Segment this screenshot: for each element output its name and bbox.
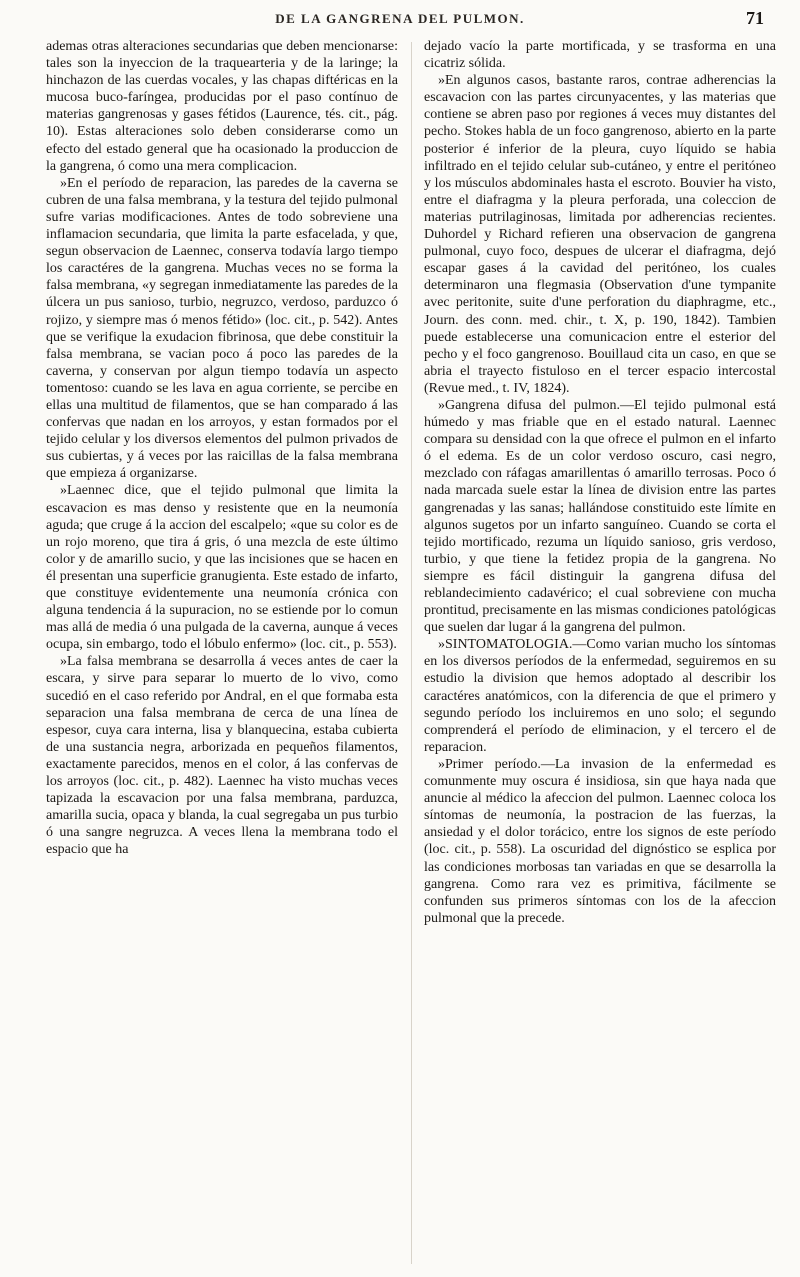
page-number: 71 xyxy=(746,8,764,28)
paragraph: »La falsa membrana se desarrolla á veces antes de caer la escara, y sirve para separar lo muerto de lo vivo, como sucedió en el caso referido por Andral, en el que formaba esta separacion una falsa membrana de cerca de una línea de espesor, cuya cara interna, lisa y blanquecina, estaba cubierta de una sustancia negra, arborizada en pequeños filamentos, exactamente parecidos, menos en el color, á las confervas de los arroyos (loc. cit., p. 482). Laennec ha visto muchas veces tapizada la escavacion por una falsa membrana, parduzca, amarilla sucia, opaca y blanda, la cual segregaba un pus turbio ó una sangre negruzca. A veces llena la membrana todo el espacio que ha xyxy=(46,654,398,858)
running-header xyxy=(36,8,764,32)
paragraph: ademas otras alteraciones secundarias que deben mencionarse: tales son la inyeccion de la traquearteria y de la laringe; la hinchazon de las cuerdas vocales, y las chapas diftéricas en la mucosa buco-faríngea, producidas por el paso contínuo de materias gangrenosas y gases fétidos (Laurence, tés. cit., pág. 10). Estas alteraciones solo deben considerarse como un efecto del estado general que ha ocasionado la produccion de la gangrena, ó como una mera complicacion. xyxy=(46,39,398,174)
column-divider xyxy=(411,42,412,1264)
left-column xyxy=(46,38,398,1270)
paragraph: »Laennec dice, que el tejido pulmonal que limita la escavacion es mas denso y resistente que en la neumonía aguda; que cruge á la accion del escalpelo; «que su color es de un rojo moreno, que tira á gris, ó una mezcla de este último color y de amarillo sucio, y que las incisiones que se hacen en él presentan una superficie granugienta. Este estado de infarto, que constituye evidentemente una neumonía crónica con alguna tendencia á la supuracion, no se estiende por lo comun mas allá de media ó una pulgada de la caverna, aunque á veces ocupa, sin embargo, todo el lóbulo enfermo» (loc. cit., p. 553). xyxy=(46,483,398,653)
paragraph: »En el período de reparacion, las paredes de la caverna se cubren de una falsa membrana, y la testura del tejido pulmonal sufre varias modificaciones. Antes de todo sobreviene una inflamacion secundaria, que limita la parte esfacelada, y que, segun observacion de Laennec, conserva todavía largo tiempo los caractéres de la gangrena. Muchas veces no se forma la falsa membrana, «y segregan inmediatamente las paredes de la úlcera un pus sanioso, turbio, negruzco, verdoso, parduzco ó rojizo, y siempre mas ó menos fétido» (loc. cit., p. 542). Antes que se verifique la exudacion fibrinosa, que debe constituir la falsa membrana, se vacian poco á poco las paredes de la caverna, y conservan por algun tiempo todavía un aspecto tomentoso: cuando se les lava en agua corriente, se percibe en ellas una multitud de filamentos, que se han comparado á las confervas que nadan en los arroyos, y estan formados por el tejido celular y los diversos elementos del pulmon privados de sus cubiertas, y á veces por las raicillas de la falsa membrana que empieza á organizarse. xyxy=(46,175,398,482)
paragraph: »En algunos casos, bastante raros, contrae adherencias la escavacion con las partes circunyacentes, y las materias que contiene se abren paso por regiones á veces muy distantes del pecho. Stokes habla de un foco gangrenoso, abierto en la parte posterior é inferior de la pleura, cuyo líquido se habia infiltrado en el tejido celular sub-cutáneo, y entre el peritóneo y los músculos abdominales hasta el escroto. Bouvier ha visto, entre el diafragma y la pleura perforada, una coleccion de materias putrilaginosas, limitada por adherencias recientes. Duhordel y Richard refieren una observacion de gangrena pulmonal, cuyo foco, despues de ulcerar el diafragma, dejó escapar gases á la cavidad del peritóneo, los cuales determinaron una flegmasia (Observation d'une tympanite avec peritonite, suite d'une perforation du diaphragme, etc., Journ. des conn. med. chir., t. X, p. 190, 1842). Tambien puede establecerse una comunicacion entre el esterior del pecho y el foco gangrenoso. Bouillaud cita un caso, en que se abria el trayecto fistuloso en el tercer espacio intercostal (Revue med., t. IV, 1824). xyxy=(424,73,776,396)
running-title: DE LA GANGRENA DEL PULMON. xyxy=(275,11,525,26)
right-column xyxy=(424,38,776,1270)
paragraph: »SINTOMATOLOGIA.—Como varian mucho los síntomas en los diversos períodos de la enfermedad, seguiremos en su estudio la division que hemos adoptado al describir los caractéres anatómicos, con la diferencia de que el primero y segundo período los incluiremos en uno solo; el segundo comprenderá el período de eliminacion, y el tercero el de reparacion. xyxy=(424,637,776,755)
text-columns xyxy=(46,38,776,1270)
paragraph: »Gangrena difusa del pulmon.—El tejido pulmonal está húmedo y mas friable que en el estado natural. Laennec compara su densidad con la que ofrece el pulmon en el infarto ó el edema. Es de un color verdoso oscuro, casi negro, mezclado con ráfagas amarillentas ó amarillo terrosas. Poco ó nada marcada suele estar la línea de division entre las partes gangrenadas y las sanas; hallándose constituido este límite en algunos sugetos por un infarto sanguíneo. Cuando se corta el tejido mortificado, rezuma un líquido sanioso, gris verdoso, turbio, y que tiene la fetidez propia de la gangrena. No siempre es fácil distinguir la gangrena difusa del reblandecimiento cadavérico; el cual sobreviene con mucha prontitud, precisamente en las mismas condiciones patológicas que suelen dar lugar á la gangrena del pulmon. xyxy=(424,397,776,636)
paragraph: dejado vacío la parte mortificada, y se trasforma en una cicatriz sólida. xyxy=(424,39,776,72)
paragraph: »Primer período.—La invasion de la enfermedad es comunmente muy oscura é insidiosa, sin que haya nada que anuncie al médico la afeccion del pulmon. Laennec coloca los síntomas de neumonía, la postracion de las fuerzas, la ansiedad y el dolor torácico, entre los signos de este período (loc. cit., p. 558). La oscuridad del dignóstico se esplica por las condiciones morbosas tan variadas en que se desarrolla la gangrena. Como rara vez es primitiva, fácilmente se confunden sus primeros síntomas con los de la afeccion pulmonal que la precede. xyxy=(424,756,776,926)
